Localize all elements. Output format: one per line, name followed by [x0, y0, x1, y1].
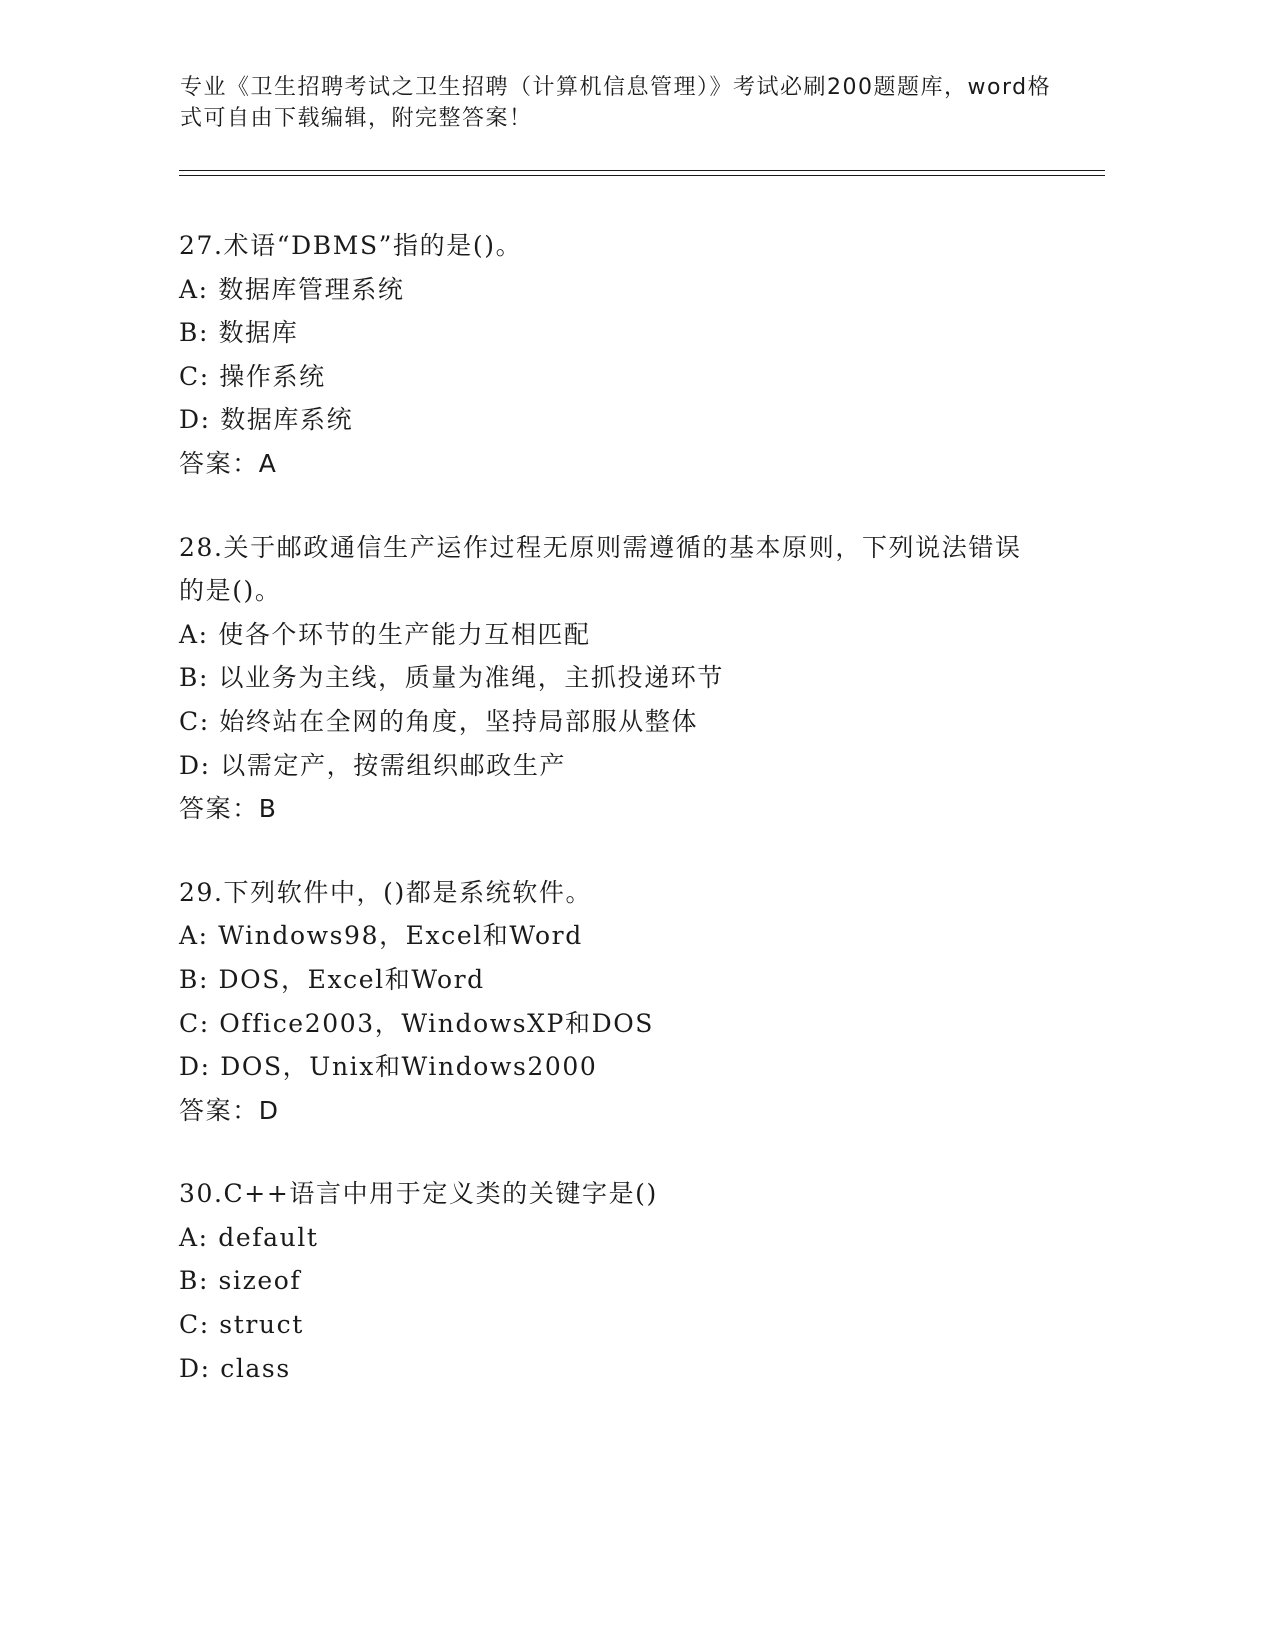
option-c: C: 始终站在全网的角度，坚持局部服从整体 [179, 706, 699, 736]
option-c: C: Office2003，WindowsXP和DOS [179, 1008, 655, 1038]
question-29 [179, 871, 1059, 1133]
option-a: A: 数据库管理系统 [179, 274, 405, 304]
option-c: C: struct [179, 1310, 304, 1340]
option-d: D: class [179, 1353, 291, 1383]
option-b: B: 数据库 [179, 318, 299, 348]
header-divider-top [179, 170, 1105, 171]
option-b: B: 以业务为主线，质量为准绳，主抓投递环节 [179, 663, 724, 693]
question-28 [179, 526, 1059, 831]
answer-text: 答案：A [179, 448, 278, 478]
header-divider-bottom [179, 175, 1105, 176]
option-d: D: 数据库系统 [179, 405, 354, 435]
question-stem: 27.术语“DBMS”指的是()。 [179, 231, 523, 260]
question-stem: 28.关于邮政通信生产运作过程无原则需遵循的基本原则，下列说法错误的是()。 [179, 532, 1022, 606]
document-header: 专业《卫生招聘考试之卫生招聘（计算机信息管理）》考试必刷200题题库，word格式可自由下载编辑，附完整答案！ [180, 75, 1052, 131]
answer-text: 答案：D [179, 1095, 280, 1125]
option-d: D: DOS，Unix和Windows2000 [179, 1052, 598, 1082]
question-stem: 30.C++语言中用于定义类的关键字是() [179, 1179, 658, 1209]
option-b: B: DOS，Excel和Word [179, 964, 485, 994]
option-a: A: 使各个环节的生产能力互相匹配 [179, 619, 591, 649]
question-stem: 29.下列软件中，()都是系统软件。 [179, 877, 593, 907]
option-d: D: 以需定产，按需组织邮政生产 [179, 750, 567, 780]
option-a: A: default [179, 1222, 319, 1252]
question-27 [179, 224, 1059, 486]
option-c: C: 操作系统 [179, 361, 326, 391]
question-30 [179, 1172, 1059, 1390]
option-a: A: Windows98，Excel和Word [179, 921, 583, 951]
question-list [179, 224, 1059, 1430]
answer-text: 答案：B [179, 794, 278, 824]
option-b: B: sizeof [179, 1266, 302, 1296]
